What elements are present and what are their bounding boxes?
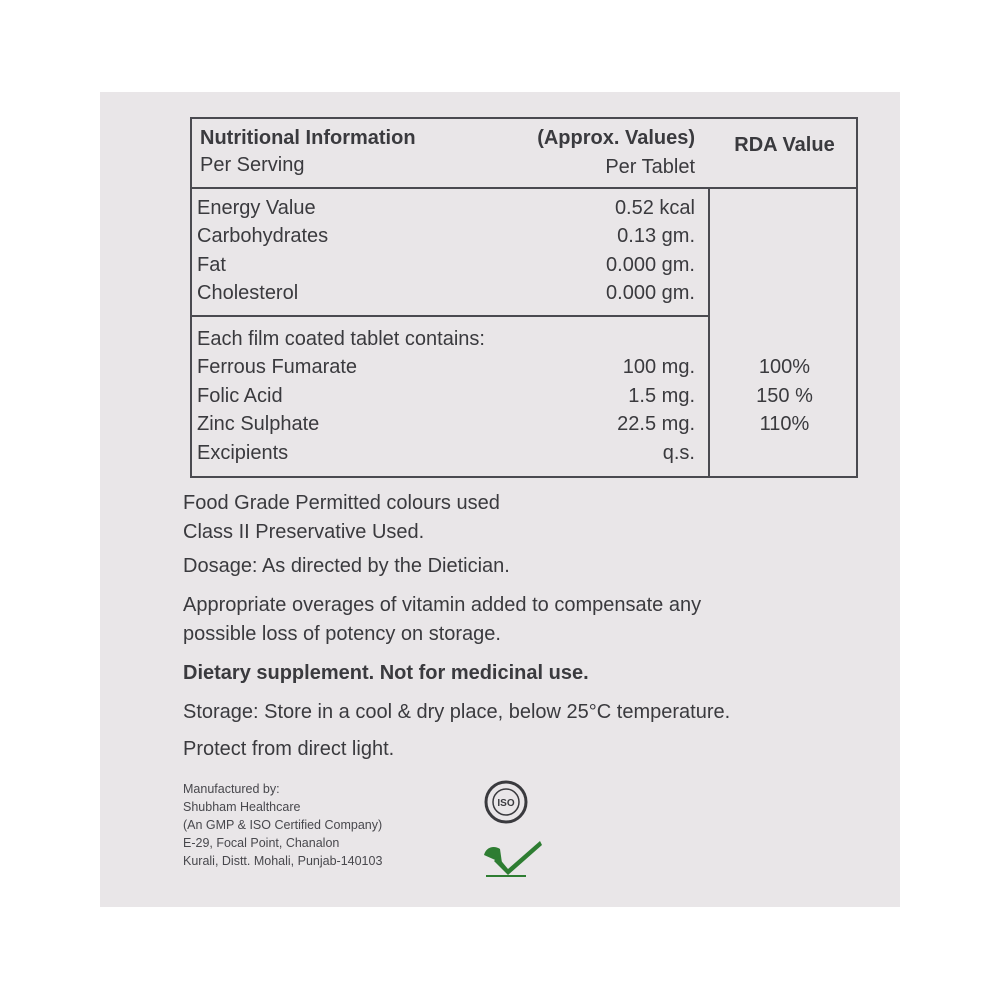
dietary-note: Dietary supplement. Not for medicinal use. <box>183 662 589 684</box>
nutrition-row-value: 0.000 gm. <box>606 282 695 304</box>
overages-note-line2: possible loss of potency on storage. <box>183 623 501 645</box>
value-column-title: (Approx. Values) <box>537 127 695 149</box>
green-check-icon <box>480 835 546 879</box>
composition-row-value: 1.5 mg. <box>628 385 695 407</box>
table-subtitle: Per Serving <box>200 154 305 176</box>
nutrition-row-value: 0.000 gm. <box>606 254 695 276</box>
value-column-subtitle: Per Tablet <box>605 156 695 178</box>
composition-row-name: Folic Acid <box>197 385 283 407</box>
nutrition-row-value: 0.13 gm. <box>617 225 695 247</box>
composition-heading: Each film coated tablet contains: <box>197 328 485 350</box>
manufacturer-line: Shubham Healthcare <box>183 800 301 814</box>
composition-row-name: Ferrous Fumarate <box>197 356 358 378</box>
section-divider <box>190 315 710 317</box>
composition-row-value: q.s. <box>662 442 695 464</box>
manufacturer-line: (An GMP & ISO Certified Company) <box>183 818 383 832</box>
header-divider <box>190 187 858 189</box>
composition-row-rda: 100% <box>758 356 811 378</box>
preservative-note: Class II Preservative Used. <box>183 521 425 543</box>
composition-row-rda: 150 % <box>756 385 813 407</box>
nutrition-row-name: Cholesterol <box>197 282 299 304</box>
manufacturer-line: E-29, Focal Point, Chanalon <box>183 836 340 850</box>
iso-seal-text: ISO <box>497 798 515 809</box>
overages-note-line1: Appropriate overages of vitamin added to compensate any <box>183 594 702 616</box>
composition-row-value: 100 mg. <box>622 356 695 378</box>
rda-column-divider <box>708 188 710 478</box>
composition-row-value: 22.5 mg. <box>617 413 695 435</box>
manufacturer-line: Kurali, Distt. Mohali, Punjab-140103 <box>183 854 383 868</box>
composition-row-name: Excipients <box>197 442 289 464</box>
table-title: Nutritional Information <box>200 127 416 149</box>
light-note: Protect from direct light. <box>183 738 395 760</box>
nutrition-row-name: Fat <box>197 254 226 276</box>
storage-note: Storage: Store in a cool & dry place, below 25°C temperature. <box>183 701 731 723</box>
dosage-note: Dosage: As directed by the Dietician. <box>183 555 510 577</box>
manufacturer-block <box>183 780 382 870</box>
composition-row-name: Zinc Sulphate <box>197 413 320 435</box>
nutrition-row-value: 0.52 kcal <box>614 197 695 219</box>
iso-seal-icon <box>484 780 528 824</box>
manufacturer-line: Manufactured by: <box>183 782 280 796</box>
composition-row-rda: 110% <box>759 413 810 435</box>
nutrition-row-name: Carbohydrates <box>197 225 329 247</box>
nutrition-row-name: Energy Value <box>197 197 316 219</box>
colours-note: Food Grade Permitted colours used <box>183 492 500 514</box>
rda-column-title: RDA Value <box>734 134 835 156</box>
